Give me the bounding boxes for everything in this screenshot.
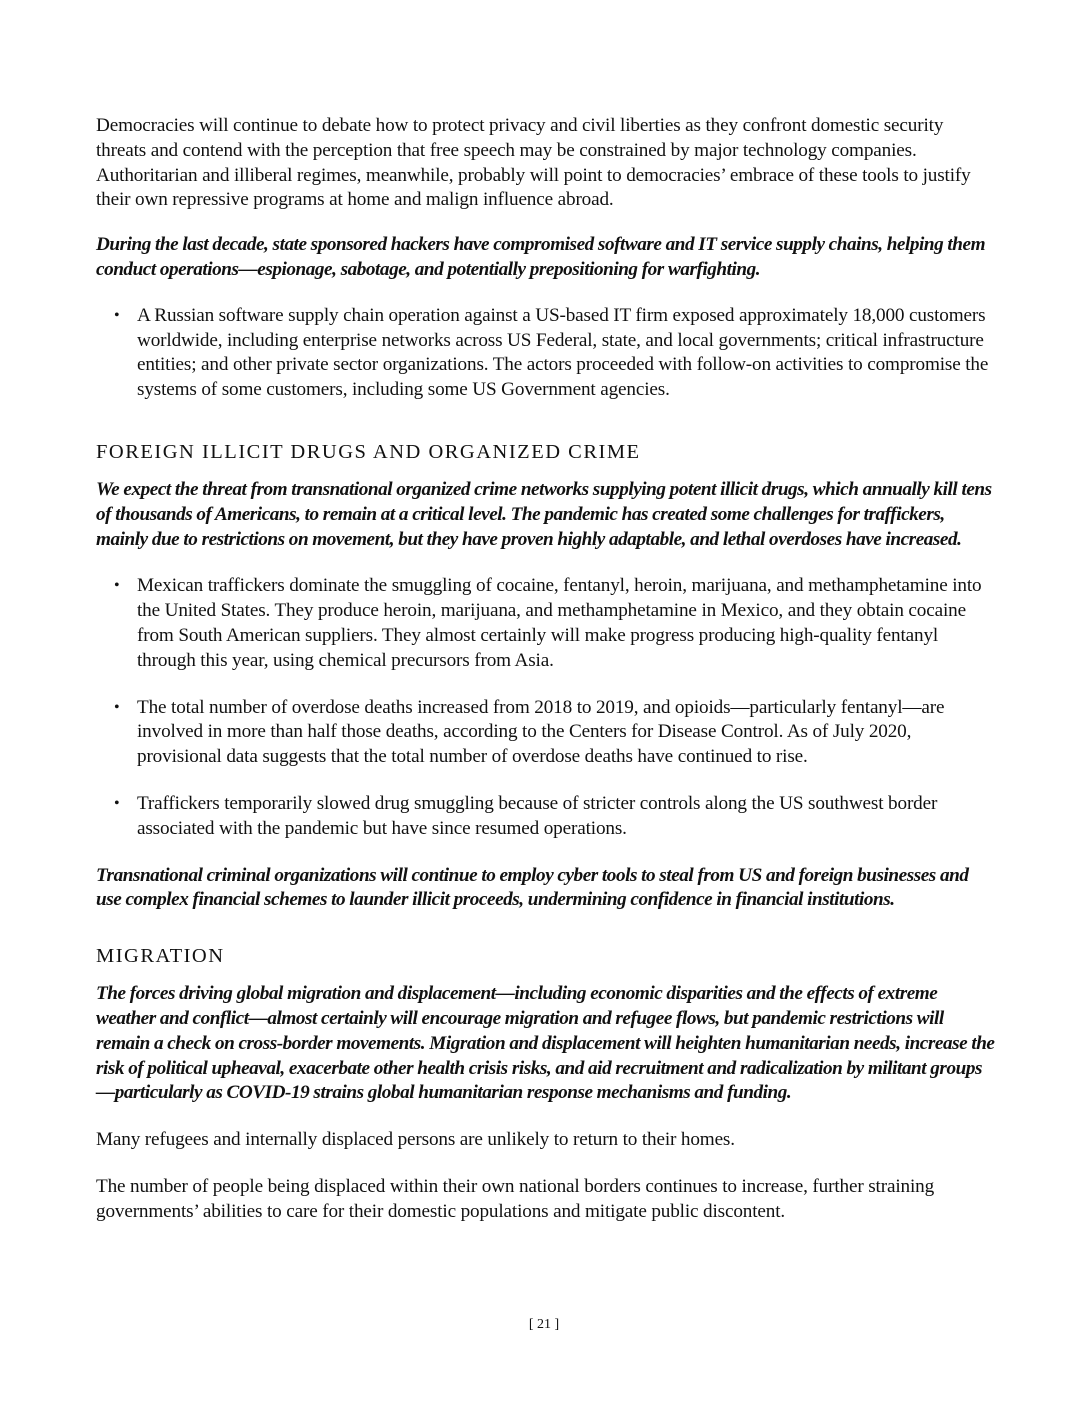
bullet-icon: • — [114, 794, 120, 812]
body-paragraph-displacement: The number of people being displaced within their own national borders continues to increase, further straining governments’ abilities to care for their domestic populations and mitigate public discontent. — [96, 1175, 935, 1222]
bullet-icon: • — [114, 306, 120, 324]
section-heading-migration: MIGRATION — [96, 945, 225, 968]
page-number: [ 21 ] — [528, 1317, 560, 1332]
list-item: • Mexican traffickers dominate the smuggling of cocaine, fentanyl, heroin, marijuana, and methamphetamine into the United States. They produce heroin, marijuana, and methamphetamine in Mexico, and they obtain cocaine from South American suppliers. They almost certainly will make progress producing high-quality fentanyl through this year, using chemical precursors from Asia. — [114, 575, 982, 671]
section-heading-drugs: FOREIGN ILLICIT DRUGS AND ORGANIZED CRIME — [96, 440, 641, 463]
bullet-icon: • — [114, 698, 120, 716]
body-paragraph-democracies: Democracies will continue to debate how to protect privacy and civil liberties as they confront domestic security threats and contend with the perception that free speech may be constrained by major technology companies. Authoritarian and illiberal regimes, meanwhile, probably will point to democracies’ embrace of these tools to justify their own repressive programs at home and malign influence abroad. — [96, 115, 971, 211]
lead-paragraph-transnational: Transnational criminal organizations will continue to employ cyber tools to steal from US and foreign businesses and use complex financial schemes to launder illicit proceeds, undermining confidence in financial institutions. — [96, 864, 969, 911]
list-item: • A Russian software supply chain operation against a US-based IT firm exposed approximately 18,000 customers worldwide, including enterprise networks across US Federal, state, and local governments; critical infrastructure entities; and other private sector organizations. The actors proceeded with follow-on activities to compromise the systems of some customers, including some US Government agencies. — [114, 304, 989, 401]
list-item: • Traffickers temporarily slowed drug smuggling because of stricter controls along the US southwest border associated with the pandemic but have since resumed operations. — [114, 792, 938, 839]
body-paragraph-refugees: Many refugees and internally displaced persons are unlikely to return to their homes. — [96, 1129, 735, 1151]
bullet-icon: • — [114, 577, 120, 595]
bullet-list-cyber — [96, 304, 996, 403]
lead-paragraph-migration: The forces driving global migration and displacement—including economic disparities and the effects of extreme weather and conflict—almost certainly will encourage migration and refugee flows, but pandemic restrictions will remain a check on cross-border movements. Migration and displacement will heighten humanitarian needs, increase the risk of political upheaval, exacerbate other health crisis risks, and aid recruitment and radicalization by militant groups—particularly as COVID-19 strains global humanitarian response mechanisms and funding. — [96, 983, 995, 1104]
bullet-list-drugs — [96, 574, 996, 841]
lead-paragraph-supply-chain: During the last decade, state sponsored hackers have compromised software and IT service supply chains, helping them conduct operations—espionage, sabotage, and potentially prepositioning for warfighting. — [96, 234, 986, 280]
document-page — [96, 114, 996, 1225]
list-item: • The total number of overdose deaths increased from 2018 to 2019, and opioids—particularly fentanyl—are involved in more than half those deaths, according to the Centers for Disease Control. As of July 2020, provisional data suggests that the total number of overdose deaths have continued to rise. — [114, 696, 945, 768]
lead-paragraph-drugs: We expect the threat from transnational organized crime networks supplying potent illicit drugs, which annually kill tens of thousands of Americans, to remain at a critical level. The pandemic has created some challenges for traffickers, mainly due to restrictions on movement, but they have proven highly adaptable, and lethal overdoses have increased. — [96, 478, 992, 550]
